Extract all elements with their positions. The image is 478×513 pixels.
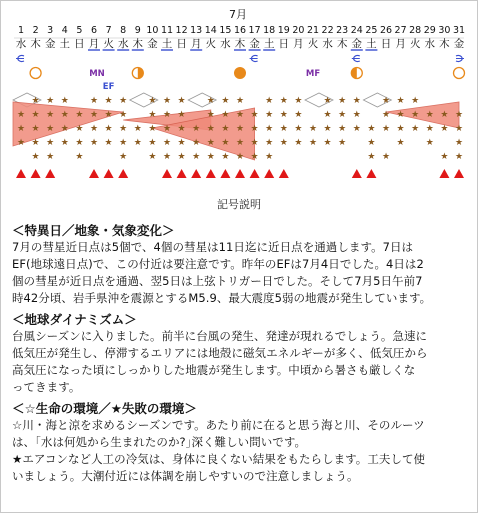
section-heading: ＜地球ダイナミズム＞ xyxy=(12,312,137,327)
star-icon: ★ xyxy=(294,124,303,134)
day-number: 26 xyxy=(379,25,393,36)
star-icon: ★ xyxy=(206,96,215,106)
day-number: 20 xyxy=(292,25,305,36)
weekday-label: 木 xyxy=(439,38,450,50)
calendar-chart xyxy=(0,0,478,196)
star-icon: ★ xyxy=(162,110,172,120)
star-icon: ★ xyxy=(323,124,332,134)
star-icon: ★ xyxy=(425,124,434,134)
weekday-label: 月 xyxy=(395,38,406,50)
section-body xyxy=(12,239,470,307)
star-icon: ★ xyxy=(235,138,245,148)
body-line: EF(地球遠日点)で、この付近は要注意です。昨年のEFは7月4日でした。4日は2 xyxy=(12,257,424,271)
day-number: 24 xyxy=(350,25,363,36)
star-icon: ★ xyxy=(206,110,215,120)
star-icon: ★ xyxy=(75,110,84,120)
star-icon: ★ xyxy=(148,152,157,162)
weekday-label: 火 xyxy=(409,38,421,50)
weekday-label: 水 xyxy=(424,38,436,50)
star-icon: ★ xyxy=(440,124,449,134)
star-icon: ★ xyxy=(60,124,69,134)
star-icon: ★ xyxy=(454,124,464,134)
star-icon: ★ xyxy=(250,124,259,134)
star-icon: ★ xyxy=(104,138,113,148)
body-line: 時42分頃、岩手県沖を震源とするM5.9、最大震度5弱の地震が発生しています。 xyxy=(12,291,432,305)
star-icon: ★ xyxy=(31,124,40,134)
star-icon: ★ xyxy=(235,110,245,120)
star-icon: ★ xyxy=(454,152,464,162)
weekday-label: 土 xyxy=(59,38,71,50)
star-icon: ★ xyxy=(411,110,420,120)
weekday-label: 月 xyxy=(88,38,100,50)
star-icon: ★ xyxy=(454,138,464,148)
star-icon: ★ xyxy=(381,110,391,120)
star-icon: ★ xyxy=(177,110,186,120)
star-icon: ★ xyxy=(60,110,69,120)
day-number: 10 xyxy=(146,25,159,36)
star-icon: ★ xyxy=(192,138,201,148)
day-number: 25 xyxy=(365,25,378,36)
star-icon: ★ xyxy=(367,124,376,134)
day-number: 8 xyxy=(120,25,127,36)
weekday-label: 火 xyxy=(103,38,114,50)
star-icon: ★ xyxy=(250,110,259,120)
star-icon: ★ xyxy=(294,138,303,148)
star-icon: ★ xyxy=(279,96,288,106)
star-icon: ★ xyxy=(46,110,55,120)
body-line: は、｢水は何処から生まれたのか?｣深く難しい問いです。 xyxy=(12,435,307,449)
star-icon: ★ xyxy=(192,124,201,134)
pattern-area xyxy=(13,93,464,178)
star-icon: ★ xyxy=(440,152,449,162)
warning-triangle-icon xyxy=(206,169,216,178)
star-icon: ★ xyxy=(396,96,405,106)
weekday-label: 水 xyxy=(15,38,27,50)
star-icon: ★ xyxy=(119,138,128,148)
star-icon: ★ xyxy=(308,138,318,148)
star-icon: ★ xyxy=(323,138,332,148)
body-line: 7月の彗星近日点は5個で、4個の彗星は11日迄に近日点を通過します。7日は xyxy=(12,240,414,254)
star-icon: ★ xyxy=(338,124,347,134)
day-number: 5 xyxy=(76,25,83,36)
star-icon: ★ xyxy=(323,96,332,106)
section-environment xyxy=(12,400,470,485)
warning-triangle-icon xyxy=(191,169,201,178)
star-icon: ★ xyxy=(411,124,420,134)
star-icon: ★ xyxy=(119,152,128,162)
body-line: 台風シーズンに入りました。前半に台風の発生、発達が現れるでしょう。急速に xyxy=(12,329,428,343)
weekday-label: 金 xyxy=(147,38,158,50)
day-number: 7 xyxy=(105,25,112,36)
day-number: 29 xyxy=(423,25,436,36)
star-icon: ★ xyxy=(148,124,157,134)
day-number: 12 xyxy=(175,25,188,36)
warning-triangle-icon xyxy=(118,169,128,178)
weekday-label: 水 xyxy=(220,38,231,50)
star-icon: ★ xyxy=(294,96,303,106)
warning-triangle-icon xyxy=(439,169,449,178)
star-icon: ★ xyxy=(265,110,274,120)
star-icon: ★ xyxy=(235,152,245,162)
star-icon: ★ xyxy=(60,96,69,106)
day-number: 11 xyxy=(160,25,174,36)
warning-triangle-icon xyxy=(352,169,362,178)
day-number: 21 xyxy=(306,25,320,36)
day-number: 9 xyxy=(134,25,141,36)
body-line: ☆川・海と涼を求めるシーズンです。あたり前に在ると思う海と川、そのルーツ xyxy=(12,418,425,432)
star-icon: ★ xyxy=(235,124,245,134)
star-icon: ★ xyxy=(46,96,55,106)
star-icon: ★ xyxy=(221,138,230,148)
star-icon: ★ xyxy=(338,138,347,148)
weekday-label: 土 xyxy=(366,38,377,50)
body-line: いましょう。大潮付近には体調を崩しやすいので注意しましょう。 xyxy=(12,469,359,483)
day-number: 4 xyxy=(61,25,68,36)
star-icon: ★ xyxy=(425,138,434,148)
warning-triangle-icon xyxy=(235,169,245,178)
weekday-label: 土 xyxy=(161,38,173,50)
star-icon: ★ xyxy=(148,138,157,148)
star-icon: ★ xyxy=(119,96,128,106)
star-icon: ★ xyxy=(425,110,434,120)
weekday-row xyxy=(16,37,465,50)
star-icon: ★ xyxy=(381,96,391,106)
warning-triangle-icon xyxy=(162,169,172,178)
weekday-label: 木 xyxy=(132,38,144,50)
new-moon-icon xyxy=(30,68,41,79)
day-number: 1 xyxy=(17,25,25,36)
star-icon: ★ xyxy=(338,96,347,106)
weekday-label: 土 xyxy=(263,38,275,50)
star-icon: ★ xyxy=(265,152,274,162)
star-icon: ★ xyxy=(119,110,128,120)
star-icon: ★ xyxy=(352,110,361,120)
star-icon: ★ xyxy=(265,124,274,134)
month-label: 7月 xyxy=(229,8,247,21)
section-body xyxy=(12,417,470,485)
weekday-label: 水 xyxy=(322,38,333,50)
body-line: 個の彗星が近日点を通過、翌5日は上弦トリガー日でした。そして7月5日午前7 xyxy=(12,274,423,288)
warning-triangle-icon xyxy=(16,169,26,178)
star-icon: ★ xyxy=(221,110,230,120)
star-icon: ★ xyxy=(279,138,288,148)
day-number: 30 xyxy=(438,25,451,36)
star-icon: ★ xyxy=(206,138,215,148)
sections xyxy=(12,222,470,489)
warning-triangle-icon xyxy=(366,169,376,178)
star-icon: ★ xyxy=(265,138,274,148)
star-icon: ★ xyxy=(250,152,259,162)
star-icon: ★ xyxy=(31,152,40,162)
star-icon: ★ xyxy=(148,96,157,106)
star-icon: ★ xyxy=(16,138,26,148)
star-icon: ★ xyxy=(352,96,361,106)
star-icon: ★ xyxy=(206,124,215,134)
star-icon: ★ xyxy=(75,138,84,148)
weekday-label: 日 xyxy=(176,38,187,50)
mn-label: MN xyxy=(89,69,105,79)
day-number: 14 xyxy=(204,25,217,36)
star-icon: ★ xyxy=(265,96,274,106)
weekday-label: 金 xyxy=(249,38,260,50)
warning-triangle-icon xyxy=(104,169,114,178)
body-line: 高気圧になった頃にしっかりした地震が発生します。中頃から暑さも厳しくな xyxy=(12,363,416,377)
star-icon: ★ xyxy=(279,124,288,134)
star-icon: ★ xyxy=(75,124,84,134)
section-heading: ＜特異日／地象・気象変化＞ xyxy=(12,223,175,238)
warning-triangle-icon xyxy=(45,169,55,178)
day-number: 2 xyxy=(32,25,39,36)
full-moon-icon xyxy=(234,67,246,79)
star-icon: ★ xyxy=(133,124,142,134)
body-line: 低気圧が発生し、停滞するエリアには地殻に磁気エネルギーが多く、低気圧から xyxy=(12,346,428,360)
weekday-label: 木 xyxy=(30,38,41,50)
day-number: 19 xyxy=(277,25,290,36)
star-icon: ★ xyxy=(46,124,55,134)
star-icon: ★ xyxy=(104,124,113,134)
star-icon: ★ xyxy=(396,110,405,120)
star-icon: ★ xyxy=(192,152,201,162)
star-icon: ★ xyxy=(162,124,172,134)
star-icon: ★ xyxy=(440,110,449,120)
day-number: 15 xyxy=(219,25,232,36)
star-icon: ★ xyxy=(31,96,40,106)
star-icon: ★ xyxy=(89,124,99,134)
weekday-label: 金 xyxy=(44,38,56,50)
body-line: ★エアコンなど人工の冷気は、身体に良くない結果をもたらします。工夫して使 xyxy=(12,452,426,466)
star-icon: ★ xyxy=(16,110,26,120)
weekday-label: 水 xyxy=(117,38,129,50)
day-number: 27 xyxy=(394,25,407,36)
star-icon: ★ xyxy=(46,138,55,148)
new-moon-icon xyxy=(454,68,465,79)
day-number: 22 xyxy=(321,25,334,36)
weekday-label: 火 xyxy=(307,38,319,50)
star-icon: ★ xyxy=(16,124,26,134)
star-icon: ★ xyxy=(31,110,40,120)
star-icon: ★ xyxy=(206,152,215,162)
star-icon: ★ xyxy=(338,110,347,120)
star-icon: ★ xyxy=(177,96,186,106)
star-icon: ★ xyxy=(221,96,230,106)
section-heading: ＜☆生命の環境／★失敗の環境＞ xyxy=(12,401,197,416)
weekday-label: 火 xyxy=(205,38,217,50)
weekday-label: 木 xyxy=(336,38,348,50)
star-icon: ★ xyxy=(89,138,99,148)
mf-label: MF xyxy=(305,69,321,79)
weekday-label: 金 xyxy=(453,38,465,50)
weekday-label: 月 xyxy=(190,38,202,50)
weekday-label: 日 xyxy=(380,38,392,50)
weekday-label: 木 xyxy=(234,38,246,50)
star-icon: ★ xyxy=(89,110,99,120)
star-icon: ★ xyxy=(177,138,186,148)
warning-triangle-icon xyxy=(454,169,464,178)
star-icon: ★ xyxy=(177,124,186,134)
star-icon: ★ xyxy=(411,96,420,106)
weekday-label: 日 xyxy=(278,38,290,50)
star-icon: ★ xyxy=(323,110,332,120)
day-number: 23 xyxy=(336,25,349,36)
star-icon: ★ xyxy=(89,96,99,106)
star-icon: ★ xyxy=(250,138,259,148)
star-icon: ★ xyxy=(221,152,230,162)
star-icon: ★ xyxy=(162,152,172,162)
star-icon: ★ xyxy=(221,124,230,134)
star-icon: ★ xyxy=(352,124,361,134)
warning-triangle-icon xyxy=(264,169,274,178)
star-icon: ★ xyxy=(367,138,376,148)
body-line: ってきます。 xyxy=(12,380,81,394)
ef-label: EF xyxy=(102,82,115,92)
star-icon: ★ xyxy=(31,138,40,148)
day-number: 31 xyxy=(452,25,466,36)
star-icon: ★ xyxy=(454,110,464,120)
star-icon: ★ xyxy=(381,124,391,134)
weekday-label: 月 xyxy=(293,38,304,50)
star-icon: ★ xyxy=(396,124,405,134)
section-body xyxy=(12,328,470,396)
day-number: 28 xyxy=(409,25,422,36)
day-row xyxy=(14,25,465,38)
star-icon: ★ xyxy=(104,110,113,120)
warning-triangle-icon xyxy=(89,169,99,178)
star-icon: ★ xyxy=(177,152,186,162)
day-number: 16 xyxy=(233,25,247,36)
day-number: 6 xyxy=(90,25,98,36)
star-icon: ★ xyxy=(162,138,172,148)
star-icon: ★ xyxy=(104,96,113,106)
weekday-label: 日 xyxy=(74,38,85,50)
warning-triangle-icon xyxy=(177,169,187,178)
weekday-label: 金 xyxy=(351,38,363,50)
warning-triangle-icon xyxy=(279,169,289,178)
section-special-days xyxy=(12,222,470,307)
star-icon: ★ xyxy=(60,138,69,148)
star-icon: ★ xyxy=(367,152,376,162)
day-number: 18 xyxy=(263,25,276,36)
star-icon: ★ xyxy=(75,152,84,162)
warning-triangle-icon xyxy=(220,169,230,178)
star-icon: ★ xyxy=(46,152,55,162)
star-icon: ★ xyxy=(308,124,318,134)
warning-triangle-icon xyxy=(31,169,41,178)
star-icon: ★ xyxy=(235,96,245,106)
section-earth-dynamism xyxy=(12,311,470,396)
day-number: 13 xyxy=(190,25,203,36)
star-icon: ★ xyxy=(279,110,288,120)
star-icon: ★ xyxy=(162,96,172,106)
day-number: 3 xyxy=(47,25,54,36)
legend-title: 記号説明 xyxy=(217,198,261,211)
star-icon: ★ xyxy=(148,110,157,120)
warning-triangle-icon xyxy=(250,169,260,178)
star-icon: ★ xyxy=(133,138,142,148)
star-icon: ★ xyxy=(294,110,303,120)
star-icon: ★ xyxy=(119,124,128,134)
day-number: 17 xyxy=(248,25,261,36)
marker-row xyxy=(16,55,465,92)
star-icon: ★ xyxy=(381,152,391,162)
star-icon: ★ xyxy=(396,138,405,148)
